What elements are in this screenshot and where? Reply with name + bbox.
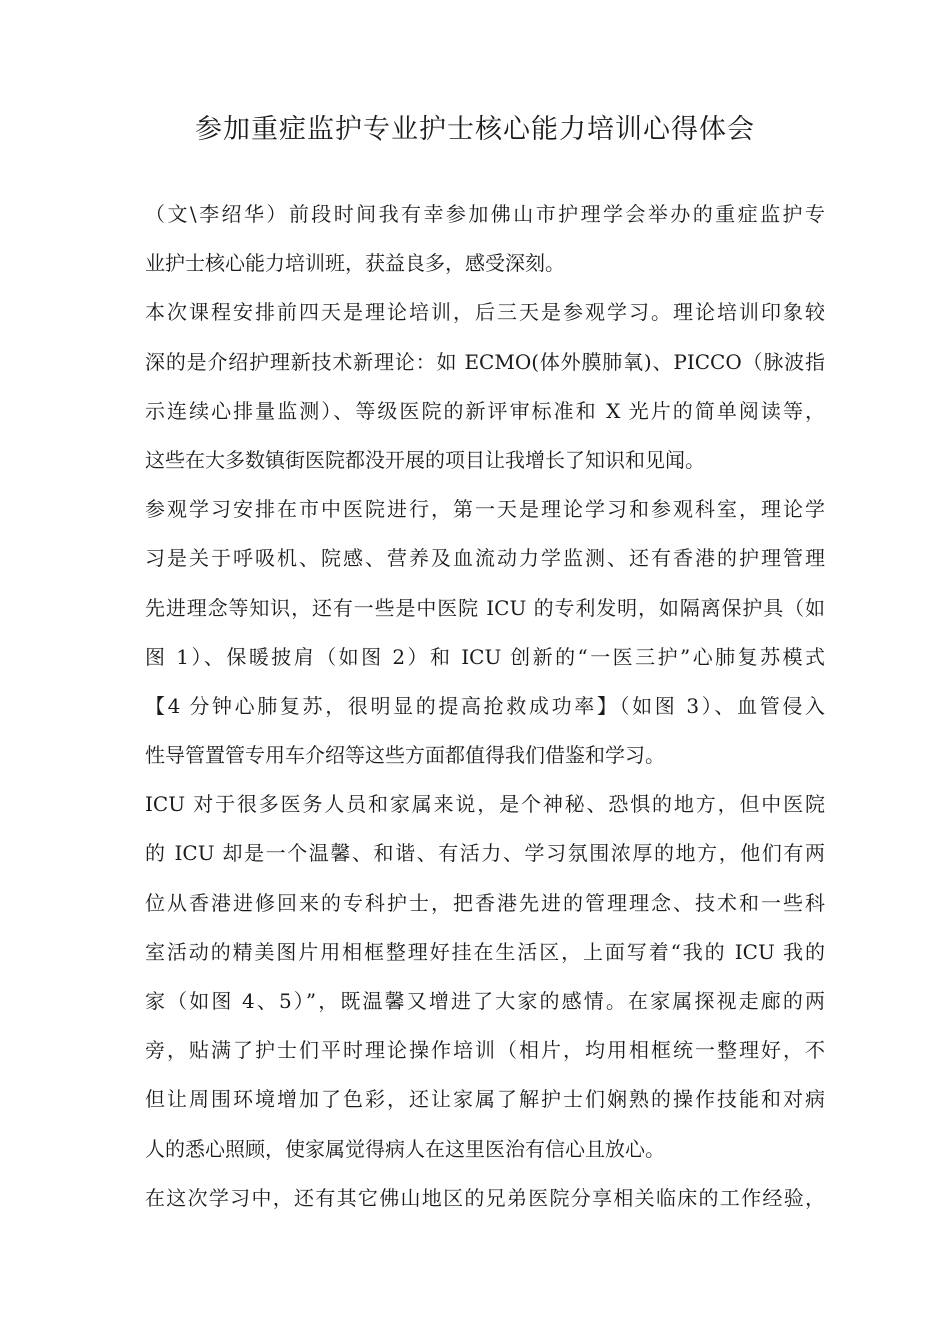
body-line: 先进理念等知识，还有一些是中医院 ICU 的专利发明，如隔离保护具（如 [145, 595, 825, 620]
body-line: 【4 分钟心肺复苏，很明显的提高抢救成功率】（如图 3）、血管侵入 [145, 693, 825, 718]
body-line: 参观学习安排在市中医院进行，第一天是理论学习和参观科室，理论学 [145, 497, 825, 522]
body-line: 的 ICU 却是一个温馨、和谐、有活力、学习氛围浓厚的地方，他们有两 [145, 841, 825, 866]
body-line: 图 1）、保暖披肩（如图 2）和 ICU 创新的“一医三护”心肺复苏模式 [145, 644, 825, 669]
body-line: 位从香港进修回来的专科护士，把香港先进的管理理念、技术和一些科 [145, 890, 825, 915]
body-line: 业护士核心能力培训班，获益良多，感受深刻。 [145, 251, 565, 276]
document-body [145, 190, 825, 1223]
body-line: 旁，贴满了护士们平时理论操作培训（相片，均用相框统一整理好，不 [145, 1038, 825, 1063]
body-line: （文\李绍华）前段时间我有幸参加佛山市护理学会举办的重症监护专 [145, 202, 825, 226]
body-line: ICU 对于很多医务人员和家属来说，是个神秘、恐惧的地方，但中医院 [145, 792, 825, 817]
body-line: 但让周围环境增加了色彩，还让家属了解护士们娴熟的操作技能和对病 [145, 1087, 825, 1112]
body-line: 性导管置管专用车介绍等这些方面都值得我们借鉴和学习。 [145, 743, 665, 768]
body-line: 家（如图 4、5）”，既温馨又增进了大家的感情。在家属探视走廊的两 [145, 989, 825, 1013]
document-title: 参加重症监护专业护士核心能力培训心得体会 [195, 114, 755, 145]
body-line: 在这次学习中，还有其它佛山地区的兄弟医院分享相关临床的工作经验， [145, 1185, 825, 1210]
body-line: 习是关于呼吸机、院感、营养及血流动力学监测、还有香港的护理管理 [145, 546, 825, 571]
body-line: 室活动的精美图片用相框整理好挂在生活区，上面写着“我的 ICU 我的 [145, 939, 825, 964]
body-line: 示连续心排量监测）、等级医院的新评审标准和 X 光片的简单阅读等， [145, 398, 825, 423]
body-line: 本次课程安排前四天是理论培训，后三天是参观学习。理论培训印象较 [145, 300, 825, 325]
body-line: 深的是介绍护理新技术新理论：如 ECMO(体外膜肺氧)、PICCO（脉波指 [145, 349, 825, 374]
body-line: 这些在大多数镇街医院都没开展的项目让我增长了知识和见闻。 [145, 447, 705, 472]
body-line: 人的悉心照顾，使家属觉得病人在这里医治有信心且放心。 [145, 1136, 665, 1161]
